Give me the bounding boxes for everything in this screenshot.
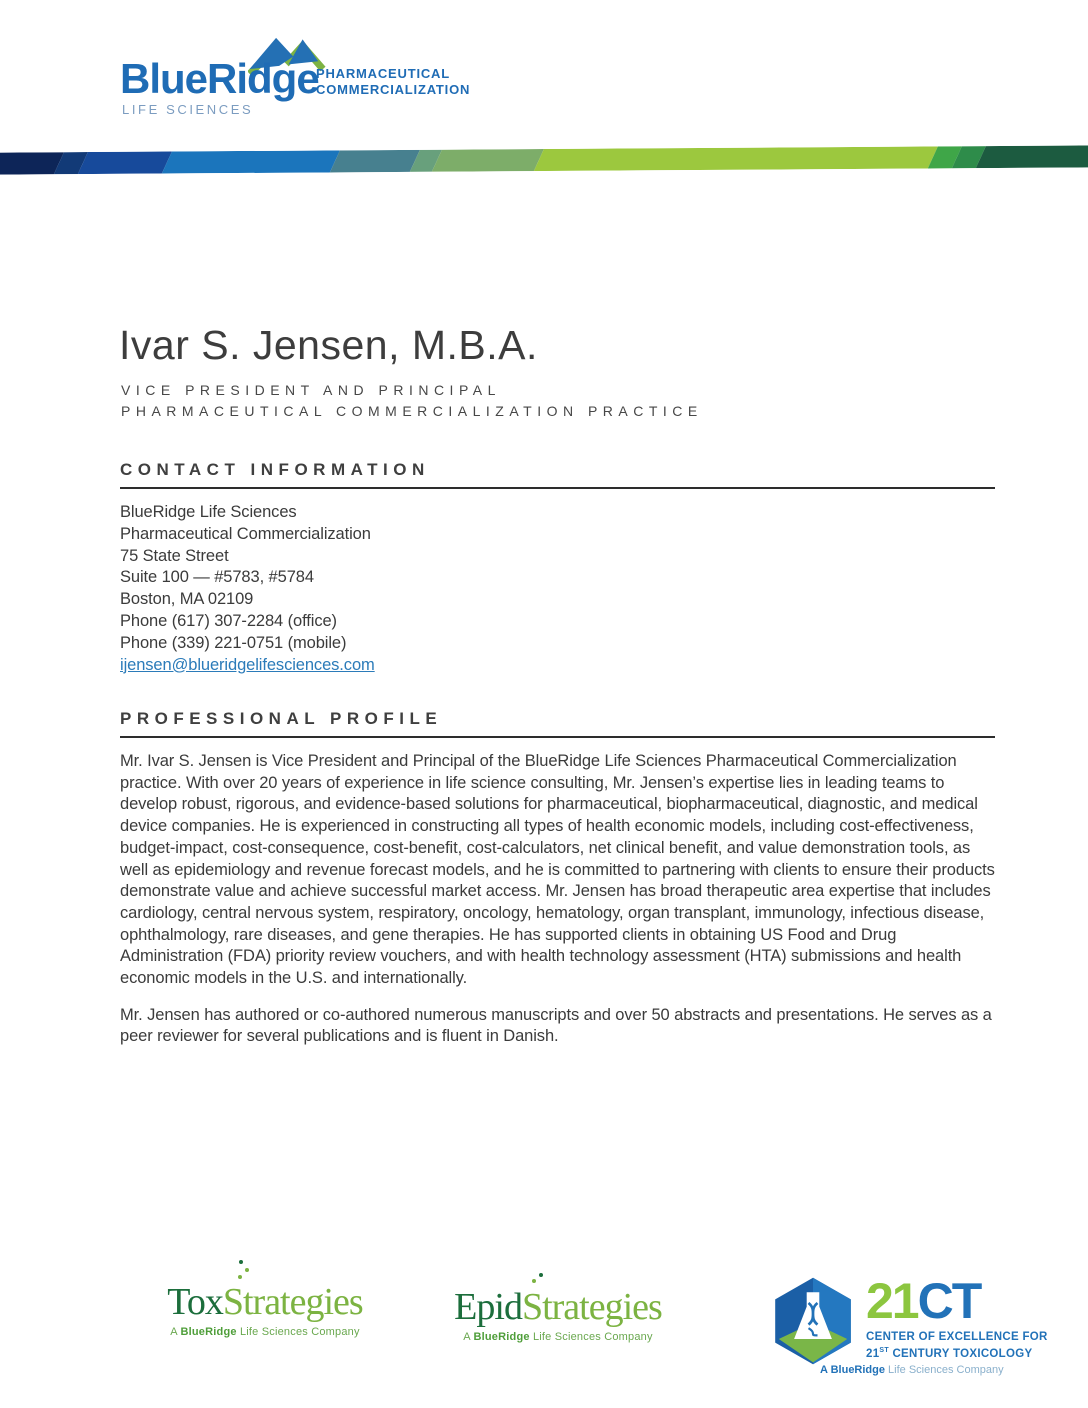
division-name: [316, 66, 470, 98]
page-title: Ivar S. Jensen, M.B.A.: [119, 322, 538, 368]
stripe-segment: [78, 151, 172, 174]
person-title-line2: PHARMACEUTICAL COMMERCIALIZATION PRACTICE: [121, 403, 703, 419]
epidstrategies-wordmark: [448, 1288, 668, 1326]
contact-line-city: Boston, MA 02109: [120, 590, 254, 609]
21ct-wordmark: [866, 1273, 1048, 1361]
tox-tagline-prefix: A: [170, 1326, 181, 1338]
contact-line-suite: Suite 100 — #5783, #5784: [120, 568, 314, 587]
21ct-number: 21: [866, 1273, 918, 1329]
21ct-letters: CT: [917, 1273, 981, 1329]
tox-tagline-bold: BlueRidge: [180, 1326, 237, 1338]
epid-tagline-bold: BlueRidge: [473, 1331, 530, 1343]
email-link[interactable]: ijensen@blueridgelifesciences.com: [120, 655, 375, 674]
tox-word-part1: Tox: [167, 1281, 223, 1323]
21ct-cube-flask-icon: [768, 1276, 858, 1366]
21ct-sub2-pre: 21: [866, 1347, 880, 1360]
toxstrategies-wordmark: [150, 1283, 380, 1321]
profile-heading: PROFESSIONAL PROFILE: [120, 709, 995, 738]
epid-dots-icon: [532, 1279, 536, 1283]
blueridge-logo: [120, 36, 540, 126]
stripe-segment: [534, 146, 938, 171]
color-stripe: [0, 145, 1088, 174]
profile-body: [120, 751, 995, 1048]
21ct-tagline-prefix: A: [820, 1364, 831, 1376]
21ct-tagline-suffix: Life Sciences Company: [885, 1364, 1004, 1376]
21ct-subtitle-line2: [866, 1344, 1048, 1361]
profile-paragraph-2: Mr. Jensen has authored or co-authored numerous manuscripts and over 50 abstracts and presentations. He serves as a peer reviewer for several publications and is fluent in Danish.: [120, 1005, 992, 1046]
epid-tagline-suffix: Life Sciences Company: [529, 1331, 653, 1343]
epid-word-part2: Strategies: [521, 1286, 662, 1328]
21ct-tagline: [820, 1364, 1004, 1376]
tox-dots-icon: [238, 1275, 242, 1279]
21ct-subtitle: [866, 1330, 1048, 1361]
division-line2: COMMERCIALIZATION: [316, 82, 471, 97]
tox-word-part2: Strategies: [222, 1281, 363, 1323]
contact-line-division: Pharmaceutical Commercialization: [120, 524, 371, 543]
epid-tagline: [448, 1331, 668, 1343]
epid-tagline-prefix: A: [463, 1331, 474, 1343]
tox-tagline-suffix: Life Sciences Company: [236, 1326, 360, 1338]
21ct-sub2-sup: ST: [879, 1347, 889, 1354]
division-line1: PHARMACEUTICAL: [316, 66, 450, 81]
contact-heading: CONTACT INFORMATION: [120, 460, 995, 489]
stripe-segment: [162, 150, 340, 173]
tox-tagline: [150, 1326, 380, 1338]
brand-subtitle: LIFE SCIENCES: [122, 102, 254, 117]
toxstrategies-logo: [150, 1283, 380, 1338]
contact-line-phone-office: Phone (617) 307-2284 (office): [120, 611, 337, 630]
contact-lines: [120, 502, 995, 676]
brand-name: BlueRidge: [120, 55, 319, 102]
21ct-tagline-bold: BlueRidge: [830, 1364, 885, 1376]
person-titles: [121, 380, 703, 422]
stripe-segment: [976, 145, 1088, 168]
contact-line-phone-mobile: Phone (339) 221-0751 (mobile): [120, 633, 347, 652]
epid-word-part1: Epid: [454, 1286, 522, 1328]
epidstrategies-logo: [448, 1288, 668, 1343]
profile-section: [120, 709, 995, 1048]
contact-line-company: BlueRidge Life Sciences: [120, 503, 297, 521]
profile-paragraph-1: Mr. Ivar S. Jensen is Vice President and Principal of the BlueRidge Life Sciences Pharmaceutical Commercialization practice. With over 20 years of experience in life science consulting, Mr. Jensen’s expertise lies in leading teams to develop robust, rigorous, and evidence-based solutions for pharmaceutical, biopharmaceutical, diagnostic, and medical device companies. He is experienced in constructing all types of health economic models, including cost-effectiveness, budget-impact, cost-consequence, cost-benefit, cost-calculators, net clinical benefit, and value demonstration tools, as well as epidemiology and revenue forecast models, and he is committed to partnering with clients to ensure their products demonstrate value and achieve successful market access. Mr. Jensen has broad therapeutic area expertise that includes cardiology, central nervous system, respiratory, oncology, hematology, organ transplant, immunology, infectious disease, ophthalmology, rare diseases, and gene therapies. He has supported clients in obtaining US Food and Drug Administration (FDA) priority review vouchers, and with health technology assessment (HTA) submissions and health economic models in the U.S. and internationally.: [120, 752, 995, 988]
stripe-segment: [432, 149, 544, 172]
stripe-segment: [330, 150, 420, 173]
contact-line-street: 75 State Street: [120, 546, 229, 565]
21ct-sub2-post: CENTURY TOXICOLOGY: [888, 1347, 1033, 1360]
contact-section: [120, 460, 995, 676]
person-title-line1: VICE PRESIDENT AND PRINCIPAL: [121, 382, 501, 398]
21ct-subtitle-line1: CENTER OF EXCELLENCE FOR: [866, 1331, 1048, 1343]
